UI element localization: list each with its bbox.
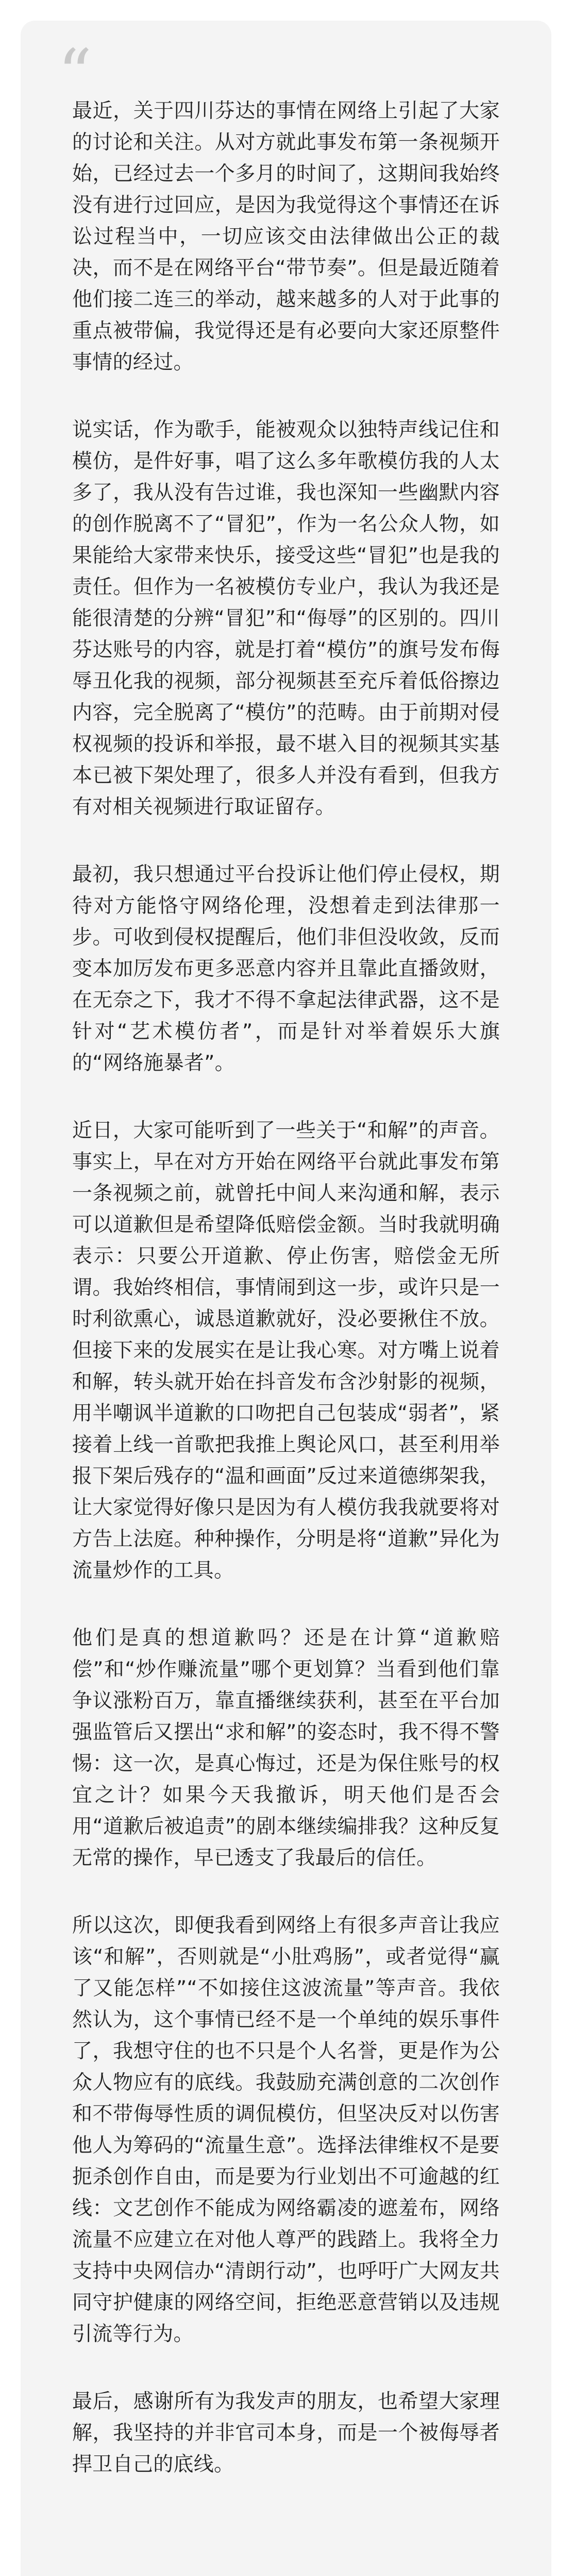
- paragraph-5: 他们是真的想道歉吗？还是在计算“道歉赔偿”和“炒作赚流量”哪个更划算？当看到他们靠争议涨粉百万，靠直播继续获利，甚至在平台加强监管后又摆出“求和解”的姿态时，我不得不警惕：这一次，是真心悔过，还是为保住账号的权宜之计？如果今天我撤诉，明天他们是否会用“道歉后被追责”的剧本继续编排我？这种反复无常的操作，早已透支了我最后的信任。: [72, 1626, 500, 1870]
- paragraph-6: 所以这次，即便我看到网络上有很多声音让我应该“和解”，否则就是“小肚鸡肠”，或者觉得“赢了又能怎样”“不如接住这波流量”等声音。我依然认为，这个事情已经不是一个单纯的娱乐事件了，我想守住的也不只是个人名誉，更是作为公众人物应有的底线。我鼓励充满创意的二次创作和不带侮辱性质的调侃模仿，但坚决反对以伤害他人为筹码的“流量生意”。选择法律维权不是要扼杀创作自由，而是要为行业划出不可逾越的红线：文艺创作不能成为网络霸凌的遮羞布，网络流量不应建立在对他人尊严的践踏上。我将全力支持中央网信办“清朗行动”，也呼吁广大网友共同守护健康的网络空间，拒绝恶意营销以及违规引流等行为。: [72, 1914, 500, 2346]
- paragraph-1: 最近，关于四川芬达的事情在网络上引起了大家的讨论和关注。从对方就此事发布第一条视频开始，已经过去一个多月的时间了，这期间我始终没有进行过回应，是因为我觉得这个事情还在诉讼过程当中，一切应该交由法律做出公正的裁决，而不是在网络平台“带节奏”。但是最近随着他们接二连三的举动，越来越多的人对于此事的重点被带偏，我觉得还是有必要向大家还原整件事情的经过。: [72, 99, 500, 374]
- article-body: [72, 95, 500, 2516]
- post-card: [21, 21, 551, 2576]
- paragraph-4: 近日，大家可能听到了一些关于“和解”的声音。事实上，早在对方开始在网络平台就此事发布第一条视频之前，就曾托中间人来沟通和解，表示可以道歉但是希望降低赔偿金额。当时我就明确表示：只要公开道歉、停止伤害，赔偿金无所谓。我始终相信，事情闹到这一步，或许只是一时利欲熏心，诚恳道歉就好，没必要揪住不放。但接下来的发展实在是让我心寒。对方嘴上说着和解，转头就开始在抖音发布含沙射影的视频，用半嘲讽半道歉的口吻把自己包装成“弱者”，紧接着上线一首歌把我推上舆论风口，甚至利用举报下架后残存的“温和画面”反过来道德绑架我，让大家觉得好像只是因为有人模仿我我就要将对方告上法庭。种种操作，分明是将“道歉”异化为流量炒作的工具。: [72, 1119, 500, 1582]
- paragraph-2: 说实话，作为歌手，能被观众以独特声线记住和模仿，是件好事，唱了这么多年歌模仿我的人太多了，我从没有告过谁，我也深知一些幽默内容的创作脱离不了“冒犯”，作为一名公众人物，如果能给大家带来快乐，接受这些“冒犯”也是我的责任。但作为一名被模仿专业户，我认为我还是能很清楚的分辨“冒犯”和“侮辱”的区别的。四川芬达账号的内容，就是打着“模仿”的旗号发布侮辱丑化我的视频，部分视频甚至充斥着低俗擦边内容，完全脱离了“模仿”的范畴。由于前期对侵权视频的投诉和举报，最不堪入目的视频其实基本已被下架处理了，很多人并没有看到，但我方有对相关视频进行取证留存。: [72, 418, 500, 819]
- paragraph-7: 最后，感谢所有为我发声的朋友，也希望大家理解，我坚持的并非官司本身，而是一个被侮辱者捍卫自己的底线。: [72, 2390, 500, 2476]
- paragraph-3: 最初，我只想通过平台投诉让他们停止侵权，期待对方能恪守网络伦理，没想着走到法律那一步。可收到侵权提醒后，他们非但没收敛，反而变本加厉发布更多恶意内容并且靠此直播敛财，在无奈之下，我才不得不拿起法律武器，这不是针对“艺术模仿者”，而是针对举着娱乐大旗的“网络施暴者”。: [72, 863, 500, 1075]
- quote-mark-icon: “: [58, 35, 92, 113]
